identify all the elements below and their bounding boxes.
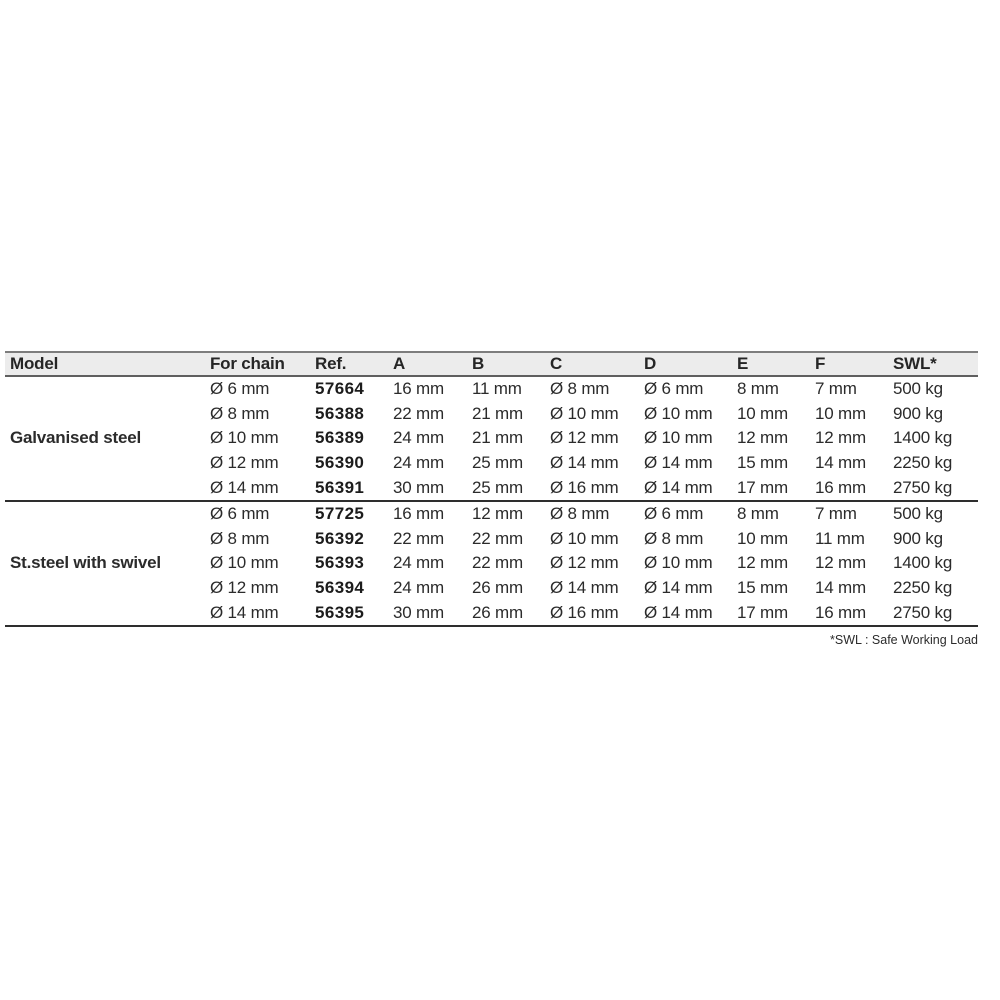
- cell-ref: 56395: [315, 602, 365, 622]
- cell-e: 17 mm: [737, 477, 788, 497]
- cell-for-chain: Ø 14 mm: [210, 477, 279, 497]
- cell-b: 11 mm: [472, 379, 522, 399]
- cell-for-chain: Ø 6 mm: [210, 379, 270, 399]
- cell-c: Ø 12 mm: [550, 428, 619, 448]
- cell-swl: 2250 kg: [893, 578, 953, 598]
- cell-d: Ø 14 mm: [644, 578, 713, 598]
- cell-a: 16 mm: [393, 379, 444, 399]
- cell-c: Ø 8 mm: [550, 379, 610, 399]
- model-label: St.steel with swivel: [10, 553, 161, 573]
- cell-e: 8 mm: [737, 379, 779, 399]
- cell-e: 15 mm: [737, 578, 788, 598]
- cell-swl: 500 kg: [893, 504, 943, 524]
- cell-c: Ø 14 mm: [550, 453, 619, 473]
- cell-b: 25 mm: [472, 453, 523, 473]
- cell-c: Ø 16 mm: [550, 477, 619, 497]
- cell-swl: 500 kg: [893, 379, 943, 399]
- cell-a: 22 mm: [393, 403, 444, 423]
- cell-b: 21 mm: [472, 428, 523, 448]
- cell-d: Ø 14 mm: [644, 602, 713, 622]
- cell-a: 22 mm: [393, 528, 444, 548]
- column-header-d: D: [644, 354, 657, 373]
- cell-f: 16 mm: [815, 602, 866, 622]
- cell-b: 26 mm: [472, 578, 523, 598]
- cell-swl: 2750 kg: [893, 477, 953, 497]
- cell-d: Ø 14 mm: [644, 453, 713, 473]
- cell-c: Ø 14 mm: [550, 578, 619, 598]
- cell-ref: 56392: [315, 528, 365, 548]
- table-section-galvanised-steel: [5, 377, 978, 502]
- table-header-row: [5, 351, 978, 377]
- cell-e: 17 mm: [737, 602, 788, 622]
- cell-d: Ø 8 mm: [644, 528, 704, 548]
- cell-ref: 56390: [315, 453, 365, 473]
- cell-ref: 57725: [315, 504, 365, 524]
- cell-f: 7 mm: [815, 379, 857, 399]
- cell-a: 16 mm: [393, 504, 444, 524]
- cell-c: Ø 8 mm: [550, 504, 610, 524]
- cell-d: Ø 10 mm: [644, 403, 713, 423]
- cell-swl: 1400 kg: [893, 428, 953, 448]
- cell-f: 12 mm: [815, 553, 866, 573]
- cell-for-chain: Ø 10 mm: [210, 428, 279, 448]
- column-header-swl: SWL*: [893, 354, 937, 373]
- cell-f: 14 mm: [815, 453, 866, 473]
- cell-b: 22 mm: [472, 528, 523, 548]
- cell-b: 22 mm: [472, 553, 523, 573]
- cell-f: 7 mm: [815, 504, 857, 524]
- cell-e: 10 mm: [737, 528, 788, 548]
- cell-b: 21 mm: [472, 403, 523, 423]
- cell-f: 12 mm: [815, 428, 866, 448]
- cell-d: Ø 6 mm: [644, 504, 704, 524]
- cell-e: 12 mm: [737, 428, 788, 448]
- cell-a: 24 mm: [393, 428, 444, 448]
- cell-swl: 1400 kg: [893, 553, 953, 573]
- cell-c: Ø 10 mm: [550, 528, 619, 548]
- cell-for-chain: Ø 6 mm: [210, 504, 270, 524]
- model-label: Galvanised steel: [10, 428, 141, 448]
- column-header-f: F: [815, 354, 826, 373]
- cell-c: Ø 16 mm: [550, 602, 619, 622]
- column-header-for-chain: For chain: [210, 354, 285, 373]
- cell-a: 30 mm: [393, 477, 444, 497]
- cell-ref: 56391: [315, 477, 365, 497]
- column-header-b: B: [472, 354, 485, 373]
- cell-d: Ø 6 mm: [644, 379, 704, 399]
- cell-swl: 900 kg: [893, 528, 943, 548]
- cell-f: 11 mm: [815, 528, 865, 548]
- cell-a: 30 mm: [393, 602, 444, 622]
- cell-for-chain: Ø 8 mm: [210, 528, 270, 548]
- cell-ref: 57664: [315, 379, 365, 399]
- cell-swl: 900 kg: [893, 403, 943, 423]
- cell-c: Ø 12 mm: [550, 553, 619, 573]
- cell-for-chain: Ø 10 mm: [210, 553, 279, 573]
- cell-e: 15 mm: [737, 453, 788, 473]
- cell-e: 12 mm: [737, 553, 788, 573]
- column-header-ref: Ref.: [315, 354, 347, 373]
- cell-a: 24 mm: [393, 578, 444, 598]
- cell-for-chain: Ø 12 mm: [210, 578, 279, 598]
- cell-ref: 56388: [315, 403, 365, 423]
- column-header-e: E: [737, 354, 749, 373]
- cell-c: Ø 10 mm: [550, 403, 619, 423]
- spec-table: [5, 351, 978, 627]
- cell-d: Ø 10 mm: [644, 553, 713, 573]
- cell-f: 14 mm: [815, 578, 866, 598]
- cell-for-chain: Ø 14 mm: [210, 602, 279, 622]
- column-header-a: A: [393, 354, 406, 373]
- cell-e: 10 mm: [737, 403, 788, 423]
- table-section-ststeel-with-swivel: [5, 502, 978, 627]
- cell-for-chain: Ø 8 mm: [210, 403, 270, 423]
- cell-ref: 56393: [315, 553, 365, 573]
- column-header-model: Model: [10, 354, 59, 373]
- cell-swl: 2250 kg: [893, 453, 953, 473]
- cell-e: 8 mm: [737, 504, 779, 524]
- cell-a: 24 mm: [393, 553, 444, 573]
- cell-d: Ø 10 mm: [644, 428, 713, 448]
- cell-f: 16 mm: [815, 477, 866, 497]
- cell-d: Ø 14 mm: [644, 477, 713, 497]
- cell-ref: 56394: [315, 578, 365, 598]
- cell-b: 25 mm: [472, 477, 523, 497]
- column-header-c: C: [550, 354, 563, 373]
- cell-swl: 2750 kg: [893, 602, 953, 622]
- cell-b: 12 mm: [472, 504, 523, 524]
- cell-b: 26 mm: [472, 602, 523, 622]
- cell-f: 10 mm: [815, 403, 866, 423]
- cell-ref: 56389: [315, 428, 365, 448]
- swl-footnote: *SWL : Safe Working Load: [830, 633, 978, 647]
- cell-a: 24 mm: [393, 453, 444, 473]
- cell-for-chain: Ø 12 mm: [210, 453, 279, 473]
